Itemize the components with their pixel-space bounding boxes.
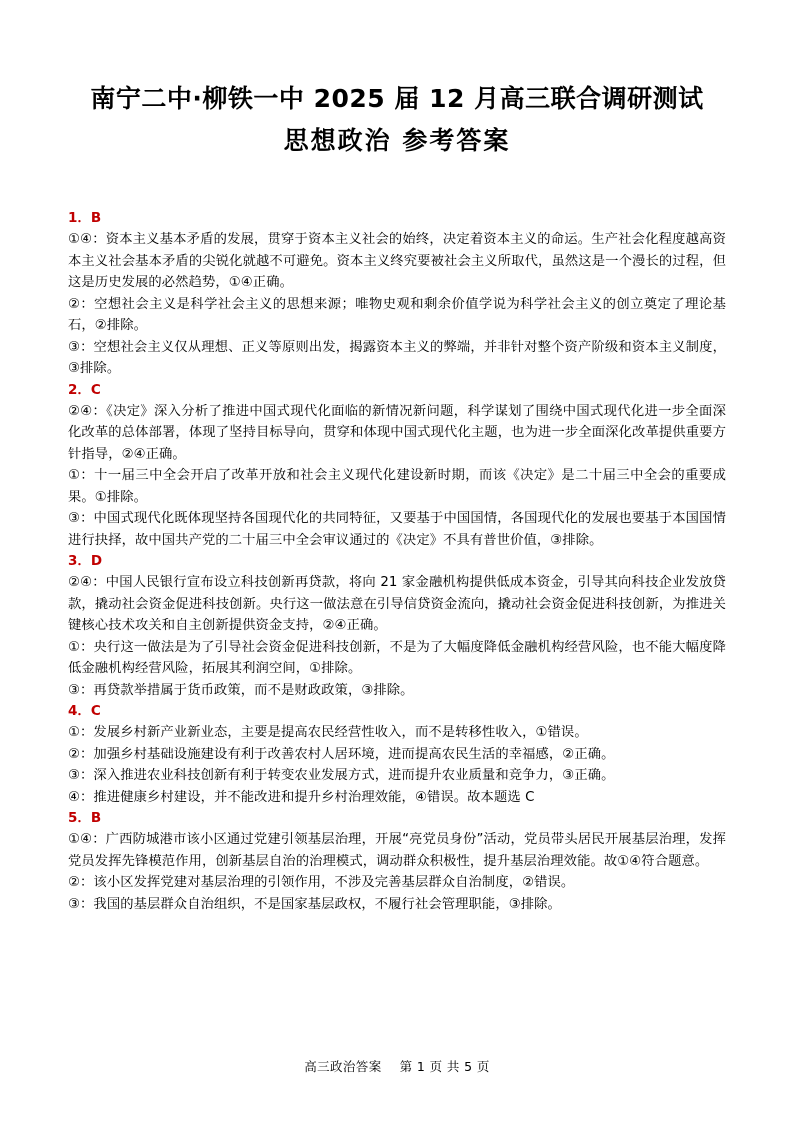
answer-block: [68, 701, 726, 808]
answer-paragraph: ③：深入推进农业科技创新有利于转变农业发展方式，进而提升农业质量和竞争力，③正确。: [68, 768, 615, 783]
answer-paragraph: ③：中国式现代化既体现坚持各国现代化的共同特征，又要基于中国国情，各国现代化的发展也要基于本国国情进行抉择，故中国共产党的二十届三中全会审议通过的《决定》不具有普世价值，③排除。: [68, 511, 726, 548]
answer-heading: 1．B: [68, 210, 102, 226]
answer-heading: 2．C: [68, 381, 101, 398]
answer-block: [68, 551, 726, 701]
footer-label: 高三政治答案: [304, 1059, 382, 1074]
answer-block: [68, 808, 726, 915]
answer-heading: 4．C: [68, 703, 101, 719]
answer-paragraph: ①：发展乡村新产业新业态，主要是提高农民经营性收入，而不是转移性收入，①错误。: [68, 725, 588, 740]
answer-paragraph: ①④：广西防城港市该小区通过党建引领基层治理，开展“亮党员身份”活动，党员带头居民开展基层治理，发挥党员发挥先锋模范作用，创新基层自治的治理模式，调动群众积极性，提升基层治理效能。故①④符合题意。: [68, 832, 726, 869]
page-title: 南宁二中·柳铁一中 2025 届 12 月高三联合调研测试: [90, 84, 704, 113]
page-footer: [0, 1057, 794, 1075]
answer-paragraph: ③：我国的基层群众自治组织，不是国家基层政权，不履行社会管理职能，③排除。: [68, 896, 561, 912]
page-subtitle: 思想政治 参考答案: [283, 126, 511, 155]
answer-paragraph: ③：再贷款举措属于货币政策，而不是财政政策，③排除。: [68, 682, 414, 698]
answer-heading: 3．D: [68, 553, 103, 569]
answer-paragraph: ③：空想社会主义仅从理想、正义等原则出发，揭露资本主义的弊端，并非针对整个资产阶级和资本主义制度，③排除。: [68, 339, 726, 376]
answer-heading: 5．B: [68, 810, 102, 826]
answer-block: [68, 380, 726, 552]
answer-paragraph: ①：央行这一做法是为了引导社会资金促进科技创新，不是为了大幅度降低金融机构经营风险，也不能大幅度降低金融机构经营风险，拓展其利润空间，①排除。: [68, 639, 726, 676]
answer-paragraph: ①：十一届三中全会开启了改革开放和社会主义现代化建设新时期，而该《决定》是二十届三中全会的重要成果。①排除。: [68, 468, 726, 505]
answer-paragraph: ②④：中国人民银行宣布设立科技创新再贷款，将向 21 家金融机构提供低成本资金，引导其向科技企业发放贷款，撬动社会资金促进科技创新。央行这一做法意在引导信贷资金流向，撬动社会资金促进科技创新，为推进关键核心技术攻关和自主创新提供资金支持，②④正确。: [68, 575, 726, 633]
answer-block: [68, 208, 726, 380]
footer-page-number: 第 1 页 共 5 页: [399, 1059, 490, 1074]
answer-paragraph: ②：该小区发挥党建对基层治理的引领作用，不涉及完善基层群众自治制度，②错误。: [68, 875, 575, 890]
answer-paragraph: ①④：资本主义基本矛盾的发展，贯穿于资本主义社会的始终，决定着资本主义的命运。生产社会化程度越高资本主义社会基本矛盾的尖锐化就越不可避免。资本主义终究要被社会主义所取代，虽然这是一个漫长的过程，但这是历史发展的必然趋势，①④正确。: [68, 232, 726, 290]
answer-paragraph: ④：推进健康乡村建设，并不能改进和提升乡村治理效能，④错误。故本题选 C: [68, 789, 535, 805]
answer-paragraph: ②④：《决定》深入分析了推进中国式现代化面临的新情况新问题，科学谋划了围绕中国式现代化进一步全面深化改革的总体部署，体现了坚持目标导向，贯穿和体现中国式现代化主题，也为进一步全面深化改革提供重要方针指导，②④正确。: [68, 403, 726, 462]
answer-paragraph: ②：加强乡村基础设施建设有利于改善农村人居环境，进而提高农民生活的幸福感，②正确。: [68, 746, 615, 762]
answer-paragraph: ②：空想社会主义是科学社会主义的思想来源；唯物史观和剩余价值学说为科学社会主义的创立奠定了理论基石，②排除。: [68, 296, 726, 333]
